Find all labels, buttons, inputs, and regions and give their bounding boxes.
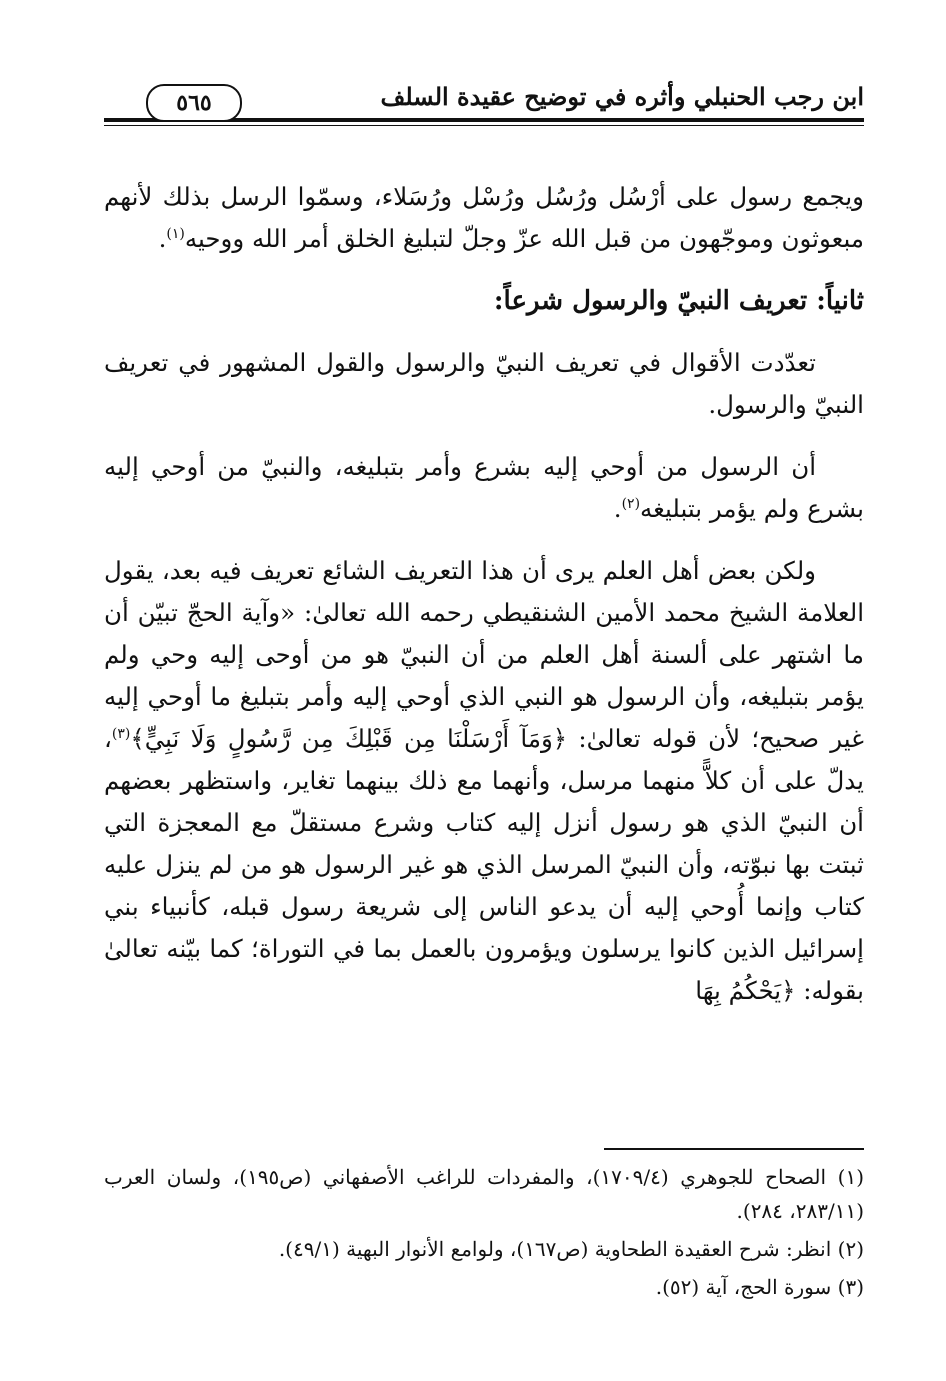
header-rule-thin: [104, 125, 864, 126]
footnote-3: (٣) سورة الحج، آية (٥٢).: [655, 1275, 864, 1299]
footnote-ref-3: (٣): [111, 725, 131, 742]
footnote-ref-2: (٢): [621, 495, 641, 512]
footnotes: [104, 1160, 864, 1308]
paragraph-4: ولكن بعض أهل العلم يرى أن هذا التعريف الشائع تعريف فيه بعد، يقول العلامة الشيخ محمد الأمين الشنقيطي رحمه الله تعالىٰ: «وآية الحجّ تبيّن أن ما اشتهر على ألسنة أهل العلم من أن النبيّ هو من أوحى إليه وحي ولم يؤمر بتبليغه، وأن الرسول هو النبي الذي أوحي إليه وأمر بتبليغ ما أوحي إليه غير صحيح؛ لأن قوله تعالىٰ: ﴿وَمَآ أَرْسَلْنَا مِن قَبْلِكَ مِن رَّسُولٍ وَلَا نَبِيٍّ﴾$^{(٣)}$، يدلّ على أن كلاًّ منهما مرسل، وأنهما مع ذلك بينهما تغاير، واستظهر بعضهم أن النبيّ الذي هو رسول أنزل إليه كتاب وشرع مستقلّ مع المعجزة التي ثبتت بها نبوّته، وأن النبيّ المرسل الذي هو غير الرسول هو من لم ينزل عليه كتاب وإنما أُوحي إليه أن يدعو الناس إلى شريعة رسول قبله، كأنبياء بني إسرائيل الذين كانوا يرسلون ويؤمرون بالعمل بما في التوراة؛ كما بيّنه تعالىٰ بقوله: ﴿يَحْكُمُ بِهَا: [104, 556, 864, 1005]
footnote-1: (١) الصحاح للجوهري (١٧٠٩/٤)، والمفردات للراغب الأصفهاني (ص١٩٥)، ولسان العرب (٢٨٣/١١، ٢٨٤).: [104, 1165, 865, 1223]
paragraph-2: تعدّدت الأقوال في تعريف النبيّ والرسول والقول المشهور في تعريف النبيّ والرسول.: [104, 348, 864, 419]
paragraph-1: ويجمع رسول على أرْسُل ورُسُل ورُسْل ورُسَلاء، وسمّوا الرسل بذلك لأنهم مبعوثون وموجّهون من قبل الله عزّ وجلّ لتبليغ الخلق أمر الله ووحيه$^{(١)}$.: [104, 182, 864, 253]
main-text: [104, 176, 864, 1032]
book-title: ابن رجب الحنبلي وأثره في توضيح عقيدة السلف: [380, 82, 864, 111]
running-header: [104, 70, 864, 132]
footnote-separator: [604, 1148, 864, 1150]
page-number: ٥٦٥: [146, 84, 242, 122]
section-heading: ثانياً: تعريف النبيّ والرسول شرعاً:: [493, 286, 864, 316]
footnote-ref-1: (١): [166, 225, 185, 242]
footnote-2: (٢) انظر: شرح العقيدة الطحاوية (ص١٦٧)، ولوامع الأنوار البهية (٤٩/١).: [278, 1237, 864, 1261]
paragraph-3: أن الرسول من أوحي إليه بشرع وأمر بتبليغه، والنبيّ من أوحي إليه بشرع ولم يؤمر بتبليغه$^{(٢)}$.: [104, 452, 864, 523]
